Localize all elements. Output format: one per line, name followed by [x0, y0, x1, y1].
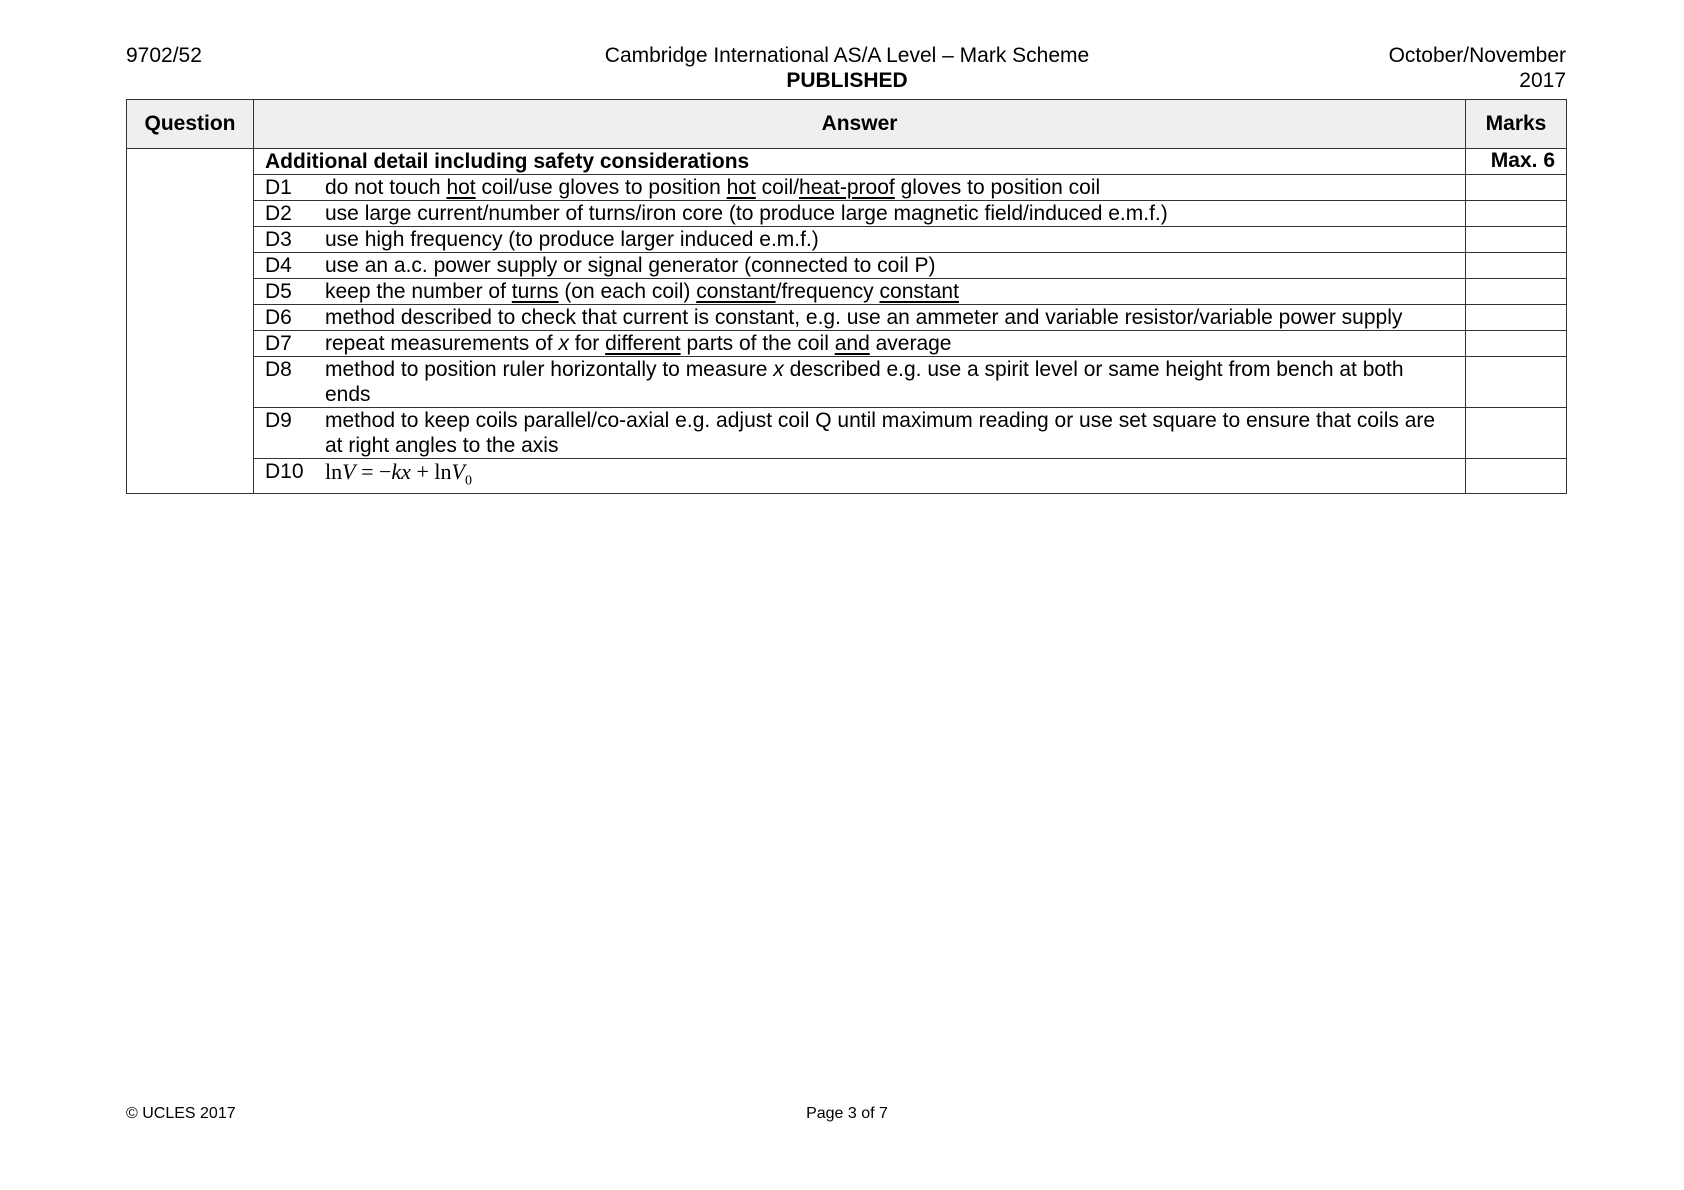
marks-cell	[1466, 253, 1567, 279]
answer-cell-d7	[254, 331, 1466, 357]
answer-cell-d5	[254, 279, 1466, 305]
question-cell	[127, 149, 254, 494]
table-row	[127, 357, 1567, 408]
point-code: D4	[265, 254, 292, 277]
answer-cell-d6	[254, 305, 1466, 331]
answer-cell-d1	[254, 175, 1466, 201]
exam-session-year: 2017	[1519, 69, 1566, 92]
table-row	[127, 331, 1567, 357]
table-row	[127, 201, 1567, 227]
table-row	[127, 253, 1567, 279]
point-code: D2	[265, 202, 292, 225]
table-row	[127, 408, 1567, 459]
point-code: D10	[265, 460, 304, 483]
marks-cell	[1466, 201, 1567, 227]
marks-cell	[1466, 408, 1567, 459]
answer-column-header: Answer	[254, 100, 1466, 149]
marks-cell	[1466, 279, 1567, 305]
mark-scheme-table	[126, 99, 1567, 494]
equation: lnV = −kx + lnV$_0$	[325, 459, 472, 489]
copyright: © UCLES 2017	[126, 1105, 236, 1122]
marks-cell	[1466, 305, 1567, 331]
marks-column-header: Marks	[1466, 100, 1567, 149]
marks-cell	[1466, 175, 1567, 201]
point-text: do not touch hot coil/use gloves to position hot coil/heat-proof gloves to position coil	[325, 176, 1101, 199]
answer-cell-d9	[254, 408, 1466, 459]
table-row	[127, 227, 1567, 253]
point-text: keep the number of turns (on each coil) constant/frequency constant	[325, 280, 959, 303]
published-label: PUBLISHED	[786, 69, 908, 92]
point-text: method to keep coils parallel/co-axial e.g. adjust coil Q until maximum reading or use set square to ensure that coils are at right angles to the axis	[325, 409, 1436, 457]
point-code: D1	[265, 176, 292, 199]
section-marks: Max. 6	[1466, 149, 1567, 175]
answer-cell-d10	[254, 459, 1466, 494]
question-column-header: Question	[127, 100, 254, 149]
point-code: D6	[265, 306, 292, 329]
table-row	[127, 175, 1567, 201]
answer-cell-d3	[254, 227, 1466, 253]
answer-cell-d8	[254, 357, 1466, 408]
marks-cell	[1466, 459, 1567, 494]
table-header-row	[127, 100, 1567, 149]
marks-cell	[1466, 357, 1567, 408]
marks-cell	[1466, 227, 1567, 253]
section-title: Additional detail including safety considerations	[254, 149, 1466, 175]
answer-cell-d4	[254, 253, 1466, 279]
point-text: use large current/number of turns/iron core (to produce large magnetic field/induced e.m.f.)	[325, 202, 1168, 225]
point-text: use an a.c. power supply or signal generator (connected to coil P)	[325, 254, 936, 277]
table-row	[127, 149, 1567, 175]
point-code: D9	[265, 409, 292, 432]
point-text: method described to check that current is constant, e.g. use an ammeter and variable resistor/variable power supply	[325, 306, 1403, 329]
point-code: D3	[265, 228, 292, 251]
document-title: Cambridge International AS/A Level – Mark Scheme	[604, 44, 1090, 67]
point-code: D5	[265, 280, 292, 303]
exam-session-month: October/November	[1388, 44, 1566, 67]
paper-code: 9702/52	[126, 44, 202, 67]
table-row	[127, 279, 1567, 305]
point-text: repeat measurements of x for different parts of the coil and average	[325, 332, 952, 355]
page-number: Page 3 of 7	[806, 1105, 888, 1122]
table-row	[127, 459, 1567, 494]
table-row	[127, 305, 1567, 331]
exam-session	[1389, 43, 1566, 93]
point-code: D7	[265, 332, 292, 355]
point-text: use high frequency (to produce larger induced e.m.f.)	[325, 228, 819, 251]
point-text: method to position ruler horizontally to measure x described e.g. use a spirit level or same height from bench at both ends	[325, 358, 1404, 406]
answer-cell-d2	[254, 201, 1466, 227]
point-code: D8	[265, 358, 292, 381]
marks-cell	[1466, 331, 1567, 357]
